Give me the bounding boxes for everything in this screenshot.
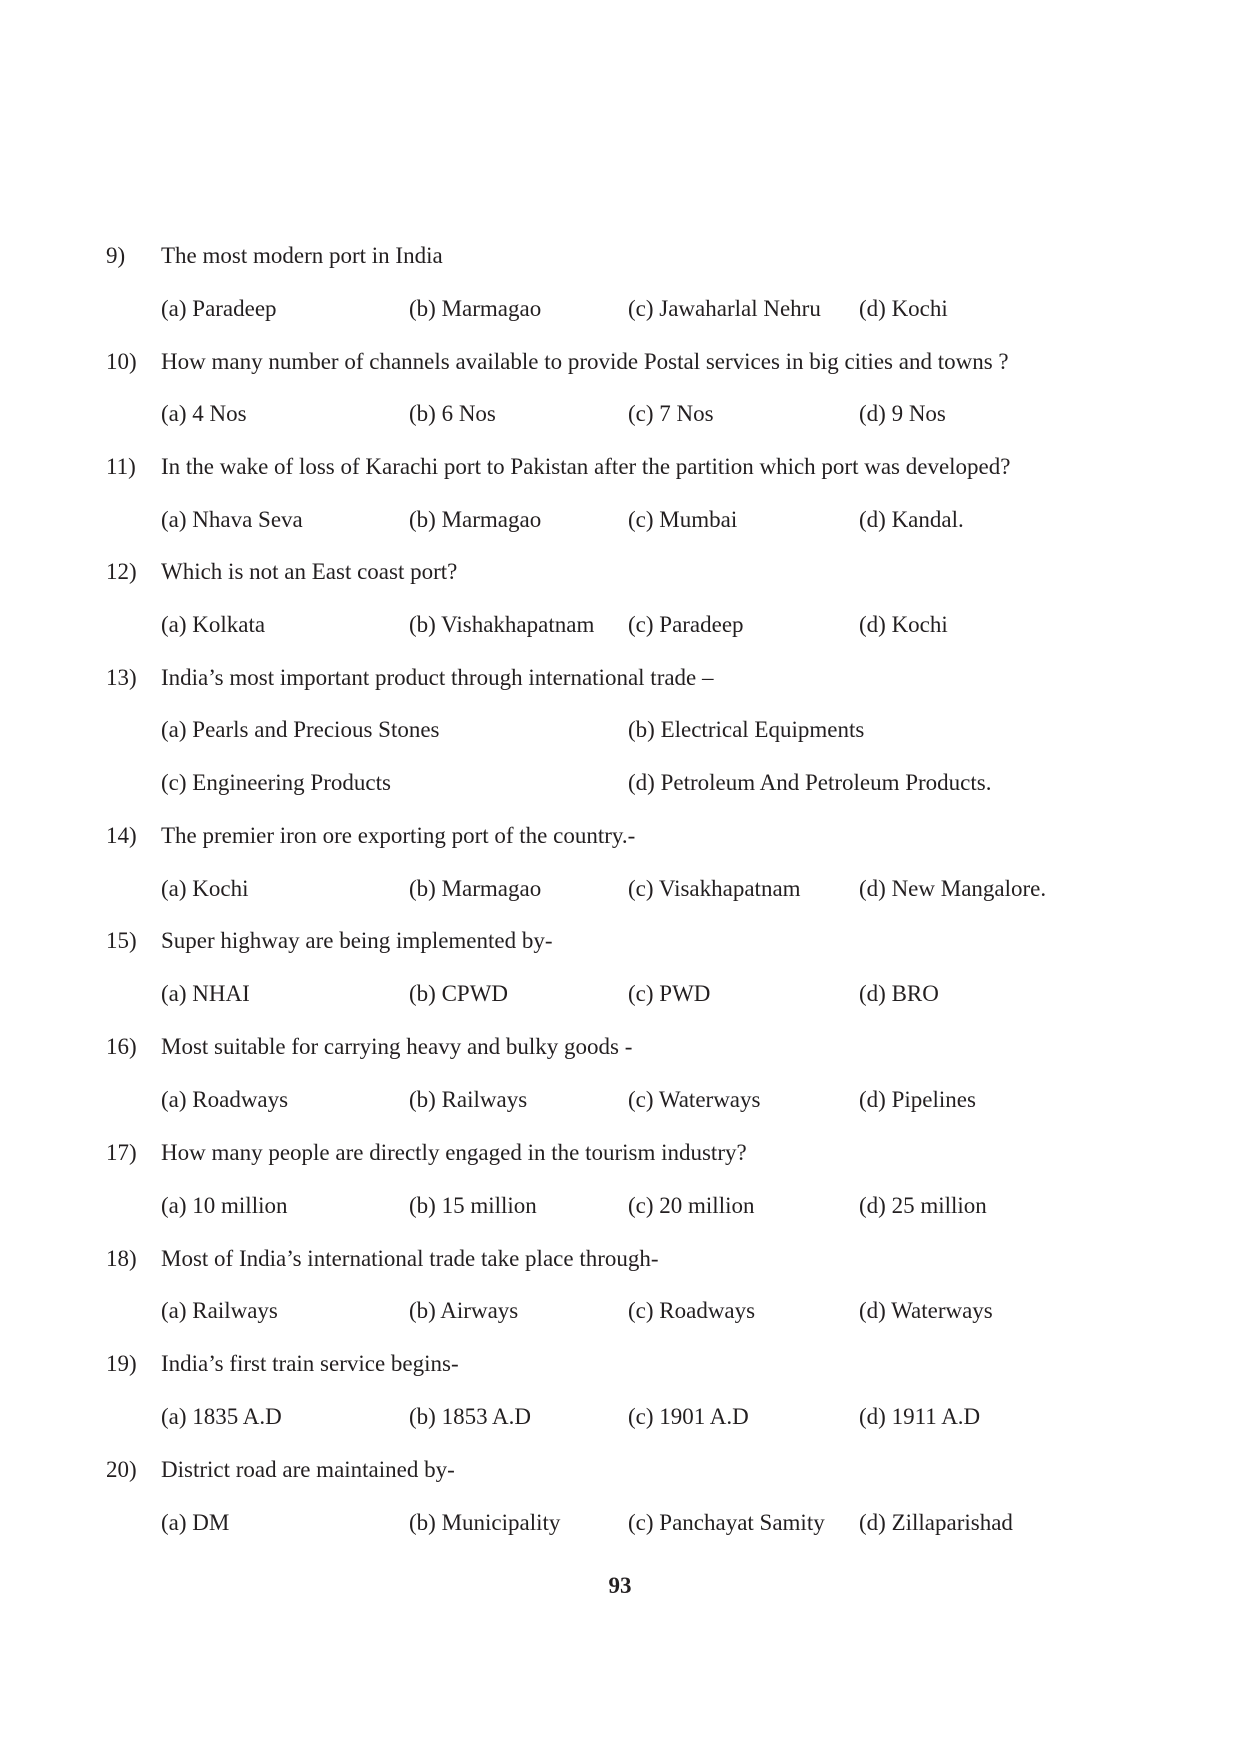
- option-c: (c) 20 million: [628, 1193, 755, 1218]
- question-number: 18): [106, 1246, 137, 1271]
- question-text: Most of India’s international trade take place through-: [161, 1246, 659, 1271]
- option-b: (b) Marmagao: [409, 507, 542, 532]
- options-12: [0, 605, 1240, 645]
- option-a: (a) Railways: [161, 1298, 278, 1323]
- question-number: 10): [106, 349, 137, 374]
- option-d: (d) 9 Nos: [859, 401, 946, 426]
- options-11: [0, 500, 1240, 540]
- options-13-row-2: [0, 763, 1240, 803]
- option-b: (b) Railways: [409, 1087, 528, 1112]
- question-number: 13): [106, 665, 137, 690]
- option-b: (b) 6 Nos: [409, 401, 496, 426]
- option-a: (a) NHAI: [161, 981, 250, 1006]
- options-19: [0, 1397, 1240, 1437]
- option-d: (d) Petroleum And Petroleum Products.: [628, 770, 992, 795]
- option-d: (d) Kochi: [859, 296, 948, 321]
- option-c: (c) Visakhapatnam: [628, 876, 801, 901]
- option-d: (d) Kochi: [859, 612, 948, 637]
- question-text: The most modern port in India: [161, 243, 443, 268]
- option-a: (a) Roadways: [161, 1087, 289, 1112]
- option-d: (d) 1911 A.D: [859, 1404, 981, 1429]
- question-text: India’s most important product through international trade –: [161, 665, 714, 690]
- option-c: (c) Panchayat Samity: [628, 1510, 825, 1535]
- question-15: [0, 921, 1240, 961]
- option-b: (b) 1853 A.D: [409, 1404, 532, 1429]
- question-number: 12): [106, 559, 137, 584]
- option-c: (c) Waterways: [628, 1087, 761, 1112]
- option-c: (c) Paradeep: [628, 612, 744, 637]
- option-a: (a) Pearls and Precious Stones: [161, 717, 440, 742]
- option-d: (d) Zillaparishad: [859, 1510, 1013, 1535]
- question-number: 20): [106, 1457, 137, 1482]
- question-text: How many number of channels available to provide Postal services in big cities and towns ?: [161, 349, 1009, 374]
- question-text: The premier iron ore exporting port of the country.-: [161, 823, 636, 848]
- option-c: (c) 1901 A.D: [628, 1404, 749, 1429]
- question-number: 19): [106, 1351, 137, 1376]
- option-c: (c) Engineering Products: [161, 770, 391, 795]
- options-14: [0, 869, 1240, 909]
- options-10: [0, 394, 1240, 434]
- option-a: (a) 4 Nos: [161, 401, 247, 426]
- question-text: Which is not an East coast port?: [161, 559, 458, 584]
- option-b: (b) CPWD: [409, 981, 509, 1006]
- question-number: 15): [106, 928, 137, 953]
- option-a: (a) Nhava Seva: [161, 507, 303, 532]
- option-c: (c) Mumbai: [628, 507, 738, 532]
- options-17: [0, 1186, 1240, 1226]
- question-number: 16): [106, 1034, 137, 1059]
- option-b: (b) Marmagao: [409, 296, 542, 321]
- option-a: (a) Paradeep: [161, 296, 277, 321]
- question-20: [0, 1450, 1240, 1490]
- question-text: How many people are directly engaged in the tourism industry?: [161, 1140, 747, 1165]
- options-9: [0, 289, 1240, 329]
- option-c: (c) Roadways: [628, 1298, 756, 1323]
- question-14: [0, 816, 1240, 856]
- question-16: [0, 1027, 1240, 1067]
- question-17: [0, 1133, 1240, 1173]
- question-text: In the wake of loss of Karachi port to Pakistan after the partition which port was developed?: [161, 454, 1011, 479]
- option-c: (c) Jawaharlal Nehru: [628, 296, 821, 321]
- options-18: [0, 1291, 1240, 1331]
- option-b: (b) Airways: [409, 1298, 519, 1323]
- options-13-row-1: [0, 710, 1240, 750]
- option-d: (d) New Mangalore.: [859, 876, 1047, 901]
- option-d: (d) Pipelines: [859, 1087, 976, 1112]
- option-a: (a) DM: [161, 1510, 230, 1535]
- question-text: Super highway are being implemented by-: [161, 928, 553, 953]
- option-d: (d) BRO: [859, 981, 939, 1006]
- option-a: (a) 1835 A.D: [161, 1404, 282, 1429]
- question-18: [0, 1239, 1240, 1279]
- question-11: [0, 447, 1240, 487]
- option-c: (c) PWD: [628, 981, 711, 1006]
- question-19: [0, 1344, 1240, 1384]
- option-a: (a) Kolkata: [161, 612, 266, 637]
- options-16: [0, 1080, 1240, 1120]
- option-b: (b) Electrical Equipments: [628, 717, 865, 742]
- question-9: [0, 236, 1240, 276]
- option-b: (b) 15 million: [409, 1193, 537, 1218]
- options-20: [0, 1503, 1240, 1543]
- question-number: 9): [106, 243, 126, 268]
- option-a: (a) 10 million: [161, 1193, 288, 1218]
- option-b: (b) Marmagao: [409, 876, 542, 901]
- question-10: [0, 342, 1240, 382]
- question-text: India’s first train service begins-: [161, 1351, 459, 1376]
- page-number: 93: [608, 1573, 632, 1598]
- option-c: (c) 7 Nos: [628, 401, 714, 426]
- options-15: [0, 974, 1240, 1014]
- question-number: 14): [106, 823, 137, 848]
- option-d: (d) Waterways: [859, 1298, 993, 1323]
- option-d: (d) 25 million: [859, 1193, 987, 1218]
- option-d: (d) Kandal.: [859, 507, 964, 532]
- question-number: 17): [106, 1140, 137, 1165]
- option-a: (a) Kochi: [161, 876, 249, 901]
- question-12: [0, 552, 1240, 592]
- question-text: Most suitable for carrying heavy and bulky goods -: [161, 1034, 633, 1059]
- option-b: (b) Municipality: [409, 1510, 561, 1535]
- option-b: (b) Vishakhapatnam: [409, 612, 595, 637]
- question-text: District road are maintained by-: [161, 1457, 455, 1482]
- question-13: [0, 658, 1240, 698]
- question-number: 11): [106, 454, 136, 479]
